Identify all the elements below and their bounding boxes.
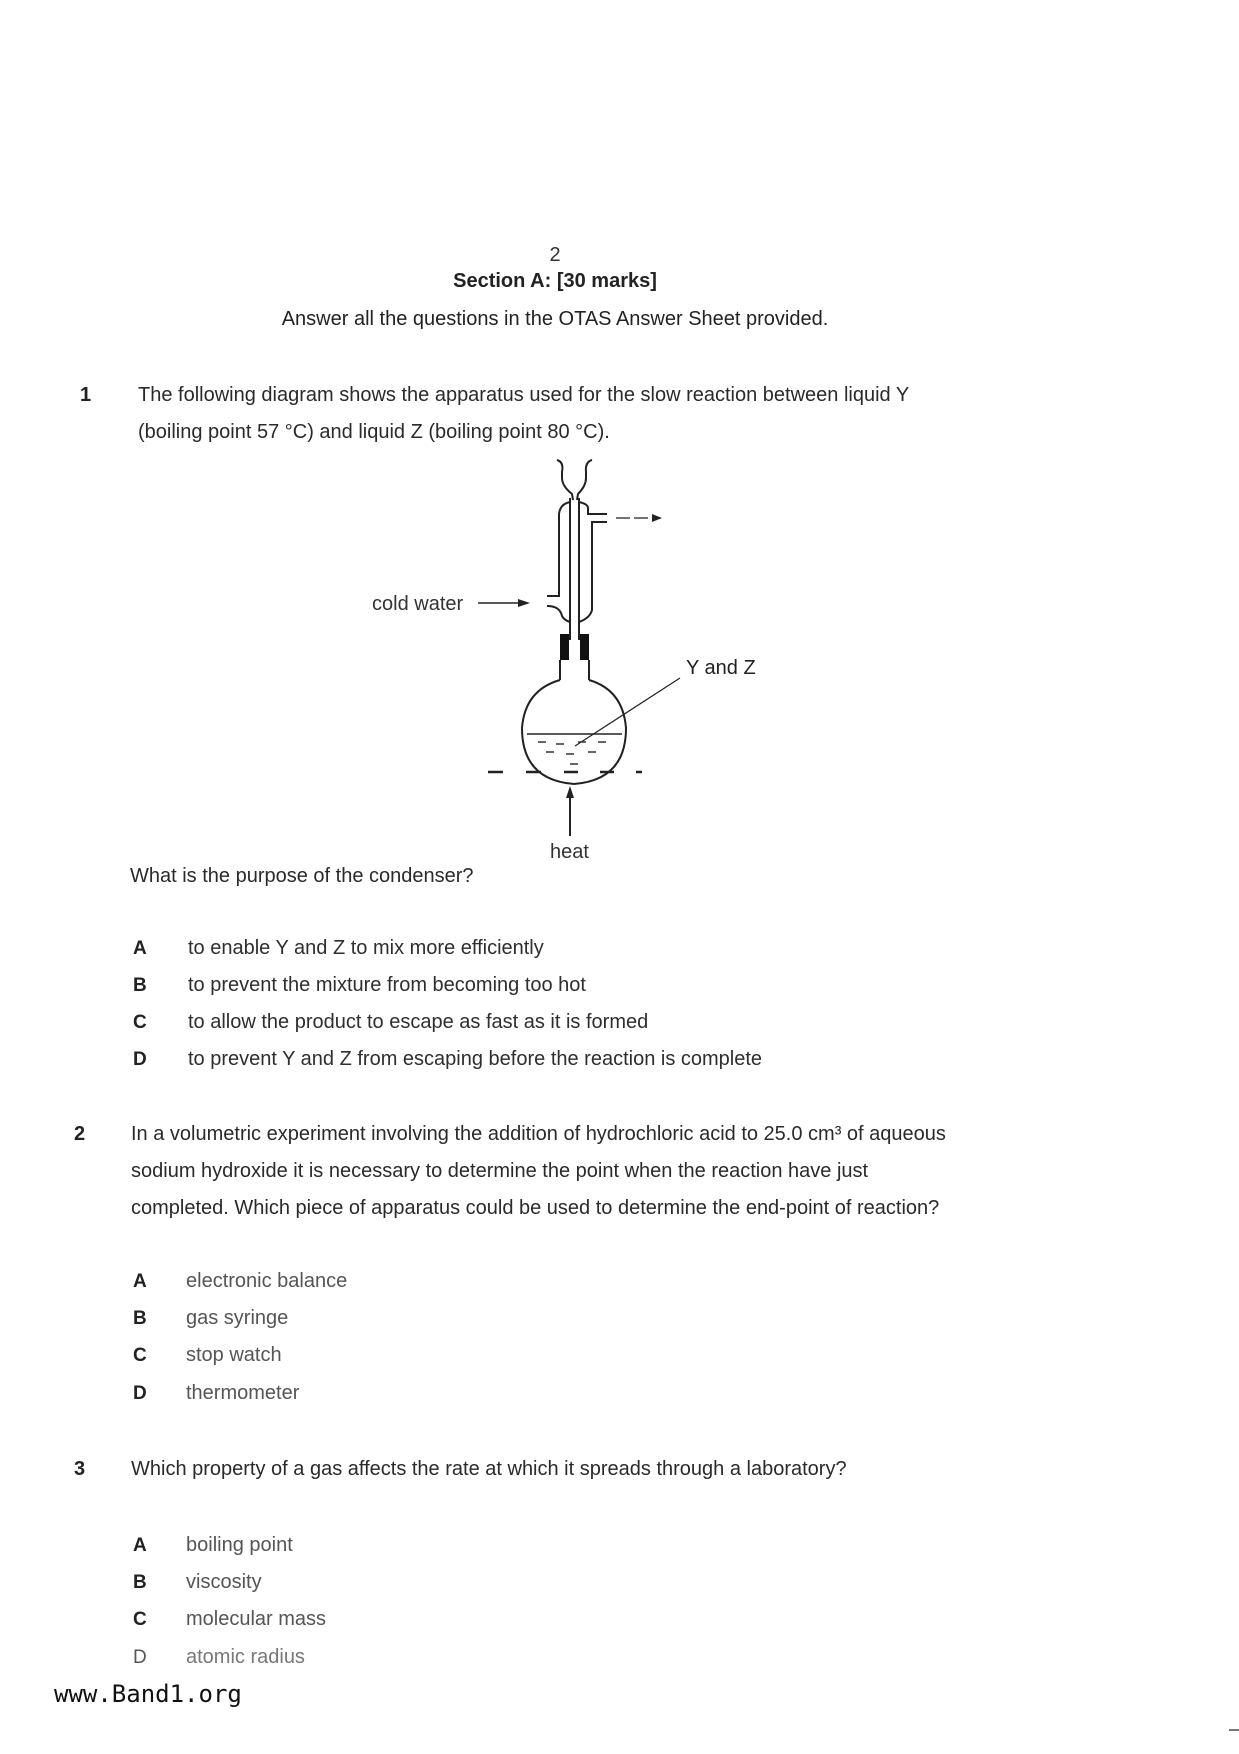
option-letter: A	[133, 1271, 147, 1292]
option-letter: C	[133, 1012, 147, 1033]
page-edge-mark	[1229, 1729, 1239, 1731]
heat-arrowhead	[566, 786, 574, 798]
option-text: to prevent Y and Z from escaping before the reaction is complete	[188, 1048, 763, 1070]
option-text: viscosity	[186, 1571, 262, 1593]
question-stem-line: (boiling point 57 °C) and liquid Z (boiling point 80 °C).	[138, 421, 610, 443]
option-letter: C	[133, 1609, 147, 1630]
option-letter: D	[133, 1049, 147, 1070]
option-letter: B	[133, 1572, 147, 1593]
cold-water-arrowhead	[518, 599, 530, 607]
question-prompt: What is the purpose of the condenser?	[130, 865, 474, 887]
liquid-hatching	[538, 742, 606, 764]
option-text: atomic radius	[186, 1646, 305, 1668]
question-number: 3	[74, 1458, 86, 1480]
option-text: stop watch	[186, 1344, 282, 1366]
section-title: Section A: [30 marks]	[453, 270, 657, 292]
mixture-leader-line	[575, 678, 680, 746]
option-text: to allow the product to escape as fast as it is formed	[188, 1011, 649, 1033]
question-stem-line: Which property of a gas affects the rate at which it spreads through a laboratory?	[131, 1458, 847, 1480]
option-text: gas syringe	[186, 1307, 289, 1329]
option-letter: D	[133, 1647, 147, 1668]
condenser-jacket	[547, 502, 570, 596]
heat-label: heat	[550, 841, 589, 863]
rubber-bung	[560, 634, 569, 660]
option-text: boiling point	[186, 1534, 293, 1556]
option-letter: A	[133, 938, 147, 959]
option-text: thermometer	[186, 1382, 300, 1404]
reflux-apparatus-diagram	[350, 450, 800, 870]
question-stem-line: completed. Which piece of apparatus could be used to determine the end-point of reaction?	[131, 1197, 940, 1219]
cold-water-label: cold water	[372, 593, 464, 615]
question-number: 1	[80, 384, 92, 406]
option-letter: D	[133, 1383, 147, 1404]
option-letter: B	[133, 1308, 147, 1329]
option-text: electronic balance	[186, 1270, 348, 1292]
option-letter: C	[133, 1345, 147, 1366]
option-text: to enable Y and Z to mix more efficiently	[188, 937, 544, 959]
option-letter: A	[133, 1535, 147, 1556]
option-text: molecular mass	[186, 1608, 327, 1630]
question-stem-line: The following diagram shows the apparatus used for the slow reaction between liquid Y	[138, 384, 910, 406]
option-letter: B	[133, 975, 147, 996]
watermark: www.Band1.org	[54, 1680, 242, 1708]
question-stem-line: sodium hydroxide it is necessary to determine the point when the reaction have just	[131, 1160, 869, 1182]
question-stem-line: In a volumetric experiment involving the addition of hydrochloric acid to 25.0 cm³ of aqueous	[131, 1123, 946, 1145]
mixture-label: Y and Z	[686, 657, 756, 679]
round-bottom-flask	[522, 680, 626, 784]
page-number: 2	[549, 244, 561, 266]
option-text: to prevent the mixture from becoming too hot	[188, 974, 586, 996]
water-outlet-arrowhead	[652, 514, 662, 522]
question-number: 2	[74, 1123, 86, 1145]
instructions: Answer all the questions in the OTAS Answer Sheet provided.	[281, 308, 829, 330]
condenser-top-funnel	[557, 460, 573, 500]
